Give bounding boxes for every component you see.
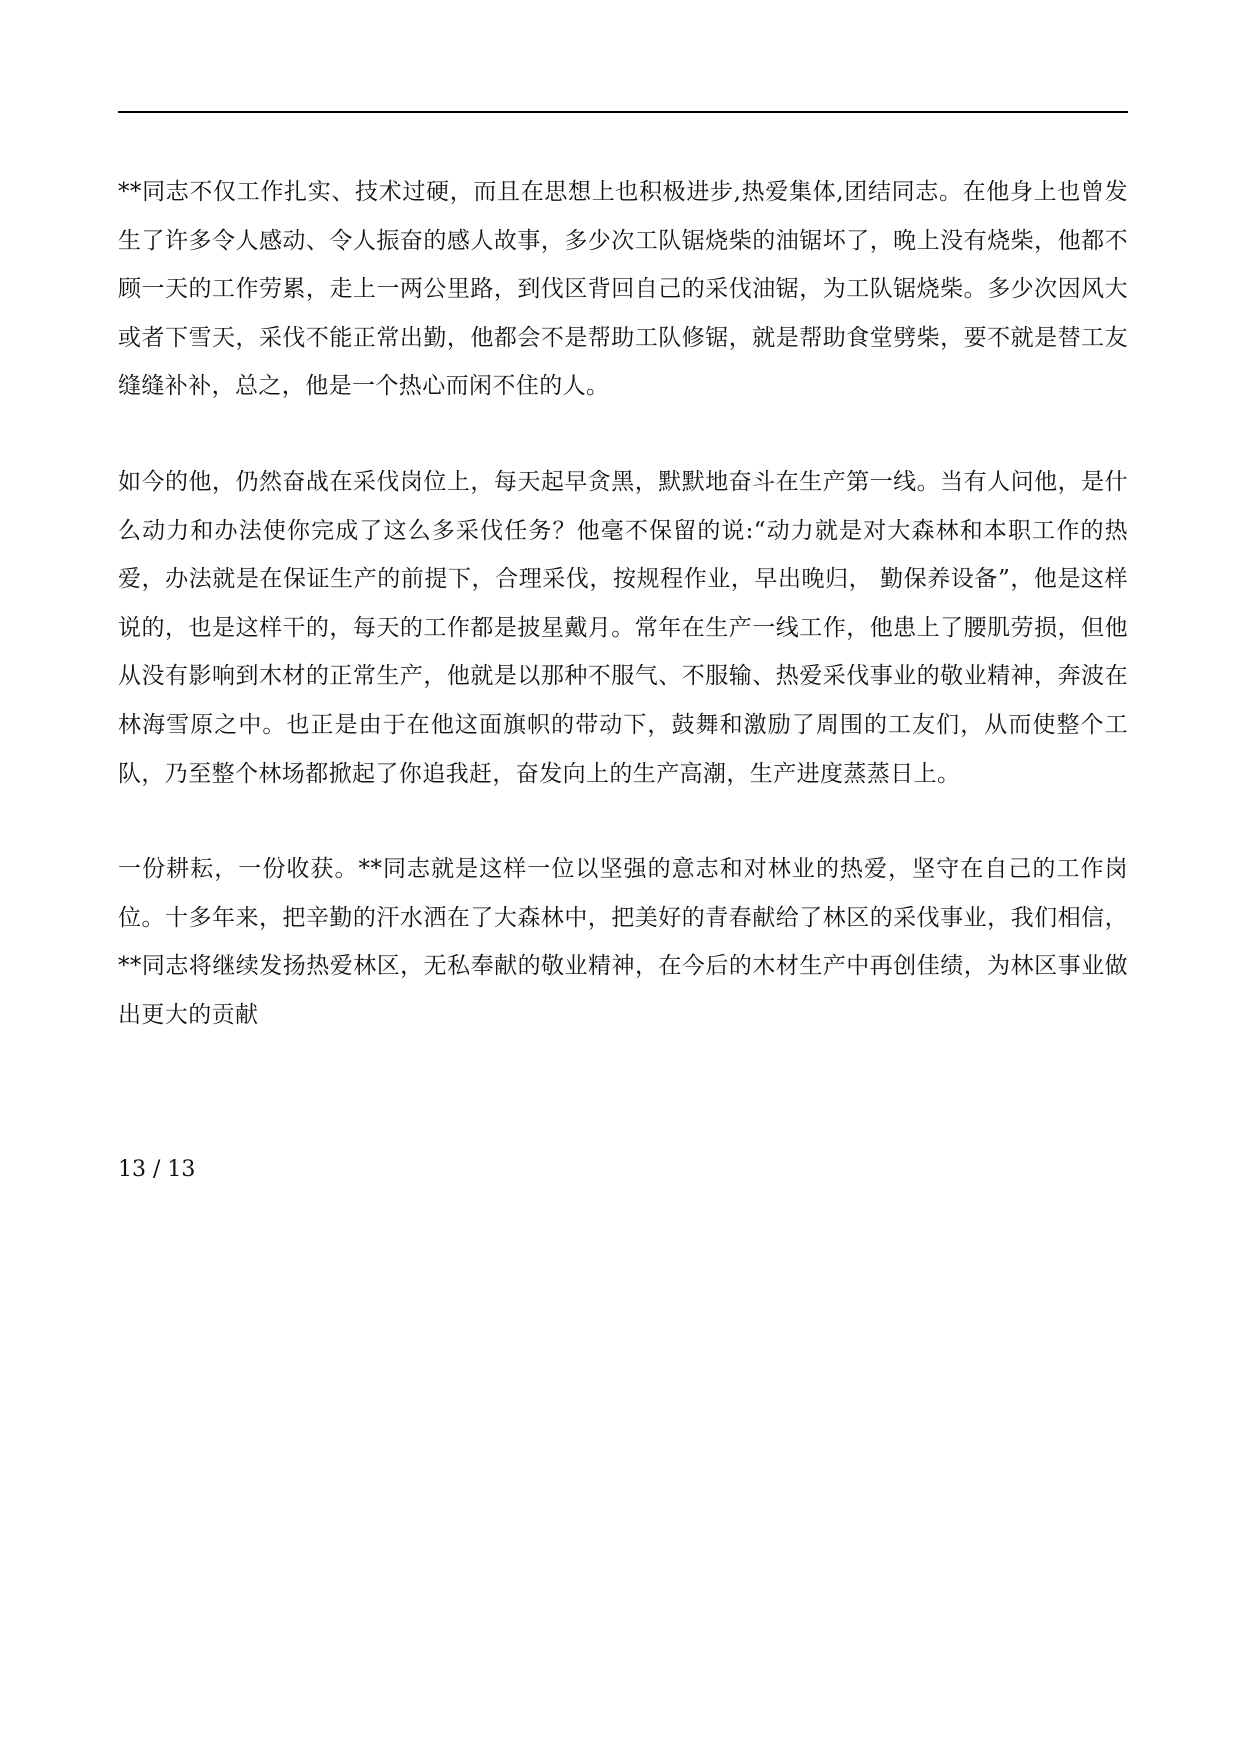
paragraph-2: 如今的他，仍然奋战在采伐岗位上，每天起早贪黑，默默地奋斗在生产第一线。当有人问他，是什么动力和办法使你完成了这么多采伐任务？他毫不保留的说:“动力就是对大森林和本职工作的热爱，办法就是在保证生产的前提下，合理采伐，按规程作业，早出晚归， 勤保养设备”，他是这样说的，也是这样干的，每天的工作都是披星戴月。常年在生产一线工作，他患上了腰肌劳损，但他从没有影响到木材的正常生产，他就是以那种不服气、不服输、热爱采伐事业的敬业精神，奔波在林海雪原之中。也正是由于在他这面旗帜的带动下，鼓舞和激励了周围的工友们，从而使整个工队，乃至整个林场都掀起了你追我赶，奋发向上的生产高潮，生产进度蒸蒸日上。 [118,468,1128,787]
paragraph-3: 一份耕耘，一份收获。**同志就是这样一位以坚强的意志和对林业的热爱，坚守在自己的工作岗位。十多年来，把辛勤的汗水洒在了大森林中，把美好的青春献给了林区的采伐事业，我们相信，**同志将继续发扬热爱林区，无私奉献的敬业精神，在今后的木材生产中再创佳绩，为林区事业做出更大的贡献 [118,856,1128,1028]
document-body [118,168,1128,1087]
paragraph-1: **同志不仅工作扎实、技术过硬，而且在思想上也积极进步,热爱集体,团结同志。在他身上也曾发生了许多令人感动、令人振奋的感人故事，多少次工队锯烧柴的油锯坏了，晚上没有烧柴，他都不顾一天的工作劳累，走上一两公里路，到伐区背回自己的采伐油锯，为工队锯烧柴。多少次因风大或者下雪天，采伐不能正常出勤，他都会不是帮助工队修锯，就是帮助食堂劈柴，要不就是替工友缝缝补补，总之，他是一个热心而闲不住的人。 [118,179,1128,400]
page-number: 13 / 13 [118,1157,196,1182]
header-rule [118,111,1128,113]
